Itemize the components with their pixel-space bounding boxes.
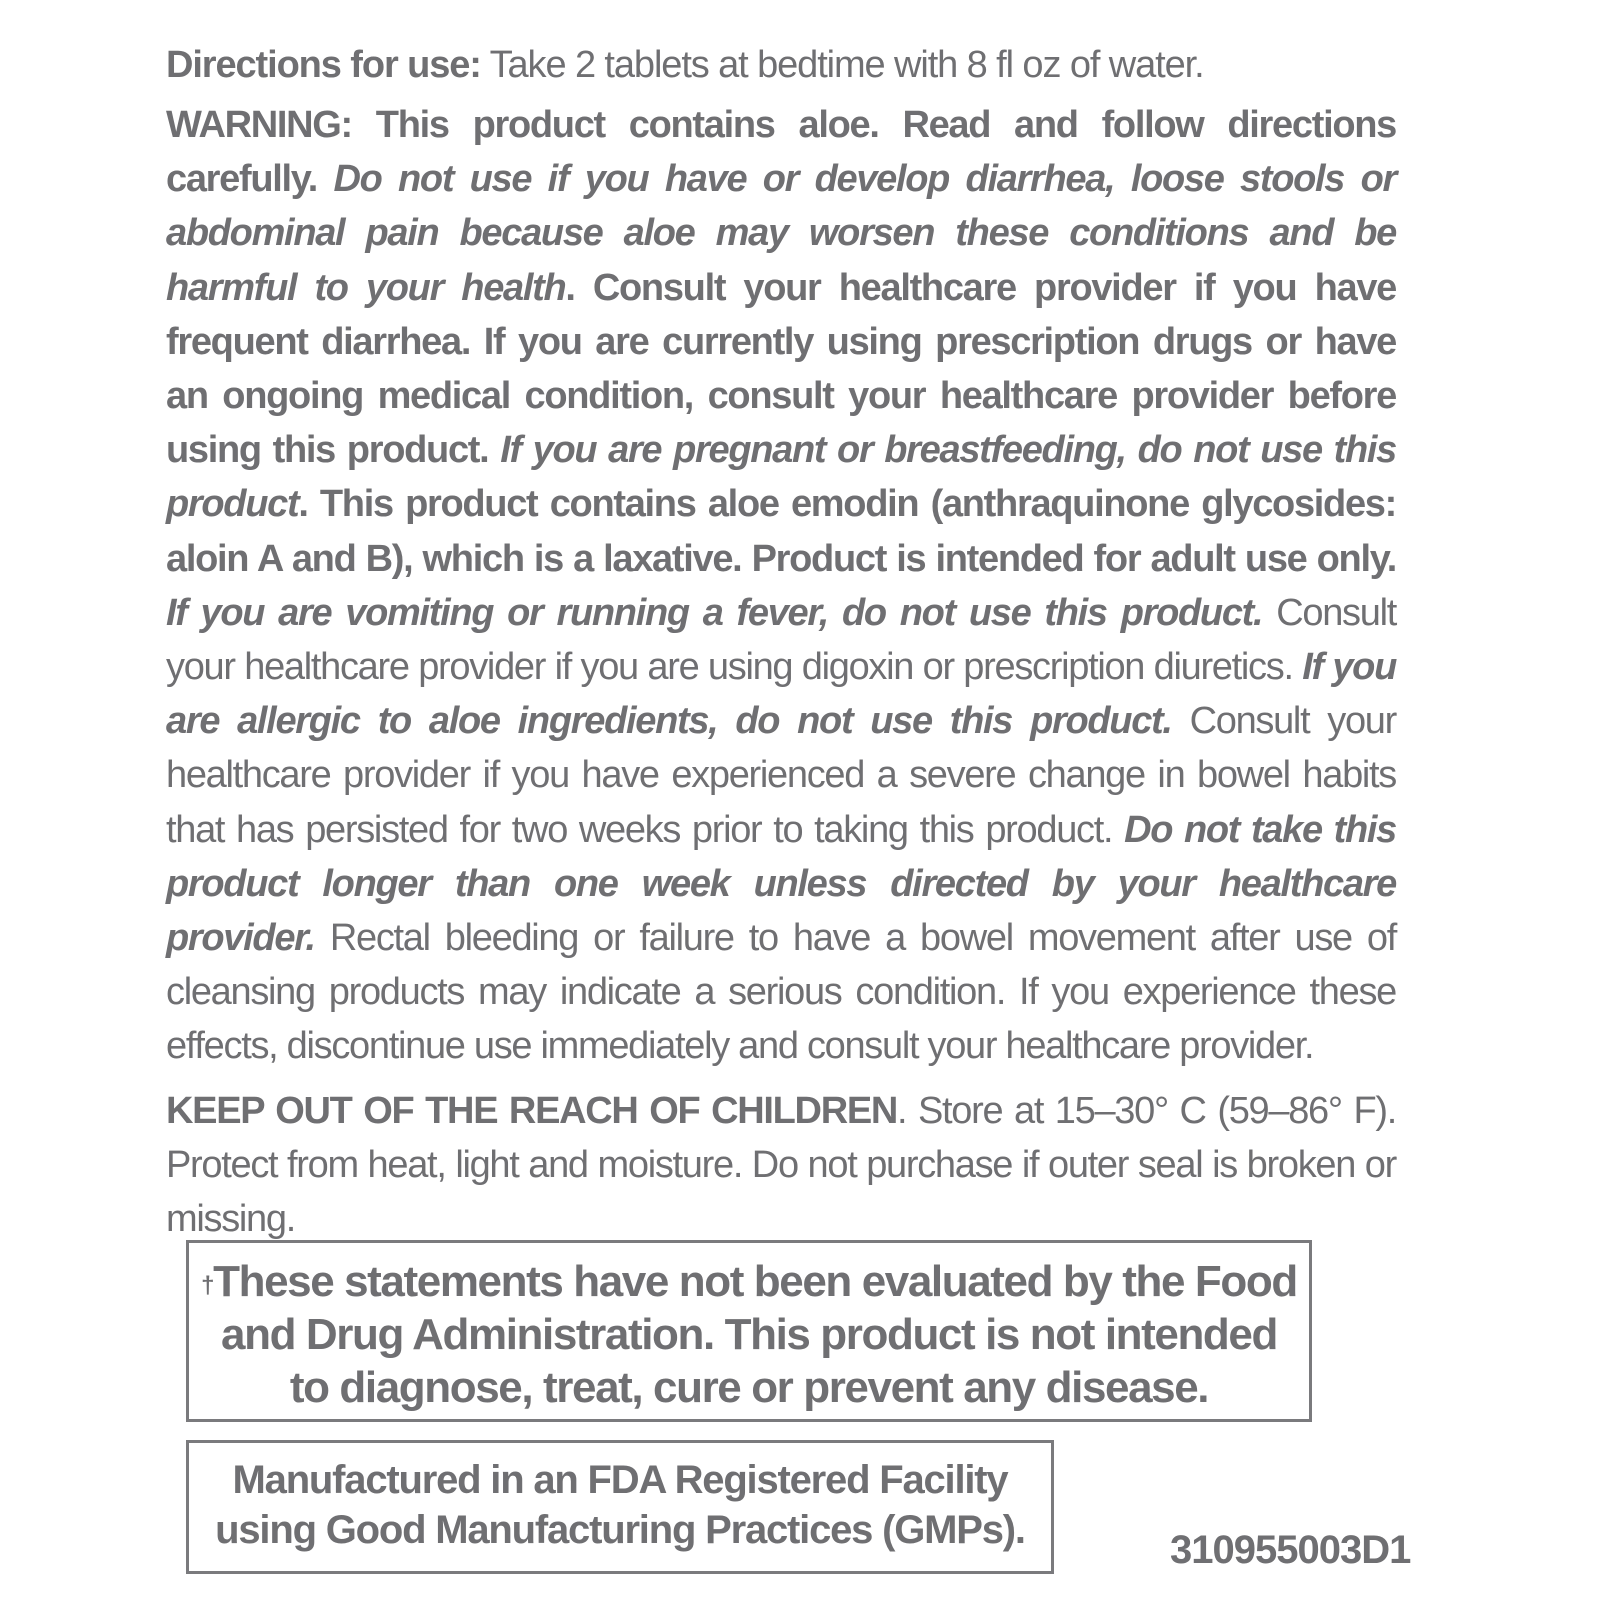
fda-disclaimer-line-1-text: These statements have not been evaluated by the Food [213, 1257, 1297, 1306]
keep-out-of-reach-heading: KEEP OUT OF THE REACH OF CHILDREN [166, 1089, 898, 1132]
warning-consult-text: . Consult your healthcare provider if you have frequent diarrhea. If you are currently using prescription drugs or have an ongoing medical condition, consult your healthcare provider before using this product. [166, 266, 1396, 472]
directions-text: Take 2 tablets at bedtime with 8 fl oz of water. [480, 44, 1204, 86]
warning-bleeding-text: Rectal bleeding or failure to have a bowel movement after use of cleansing products may indicate a serious condition. If you experience these effects, discontinue use immediately and consult your healthcare provider. [166, 917, 1396, 1068]
warning-heading: WARNING: This product contains aloe. Read and follow directions carefully. [166, 104, 1396, 201]
dagger-symbol: † [201, 1272, 214, 1299]
warning-duration-caution: Do not take this product longer than one week unless directed by your healthcare provider. [166, 808, 1396, 960]
product-code: 310955003D1 [1170, 1528, 1411, 1572]
fda-disclaimer-line-1 [189, 1255, 1309, 1308]
fda-disclaimer-line-2: and Drug Administration. This product is not intended [221, 1310, 1277, 1359]
warning-fever-caution: If you are vomiting or running a fever, do not use this product. [166, 591, 1263, 634]
fda-disclaimer-box [186, 1240, 1312, 1422]
storage-paragraph [166, 1084, 1396, 1246]
gmp-line-1: Manufactured in an FDA Registered Facility [232, 1458, 1008, 1502]
warning-allergy-caution: If you are allergic to aloe ingredients, do not use this product. [166, 646, 1396, 743]
warning-pregnancy-caution: If you are pregnant or breastfeeding, do not use this product [166, 429, 1396, 526]
directions-label: Directions for use: [166, 44, 481, 86]
gmp-line-2: using Good Manufacturing Practices (GMPs). [215, 1508, 1025, 1552]
label-text-area [166, 38, 1396, 1246]
warning-emodin-text: . This product contains aloe emodin (anthraquinone glycosides: aloin A and B), which is a laxative. Product is intended for adult use only. [166, 483, 1396, 580]
warning-digoxin-text: Consult your healthcare provider if you are using digoxin or prescription diuretics. [166, 591, 1396, 689]
warning-diarrhea-caution: Do not use if you have or develop diarrhea, loose stools or abdominal pain because aloe may worsen these conditions and be harmful to your health [166, 158, 1396, 309]
fda-disclaimer-line-3: to diagnose, treat, cure or prevent any disease. [289, 1363, 1209, 1412]
directions-paragraph [166, 38, 1396, 92]
warning-paragraph [166, 98, 1396, 1074]
warning-bowel-text: Consult your healthcare provider if you have experienced a severe change in bowel habits that has persisted for two weeks prior to taking this product. [166, 700, 1396, 851]
gmp-box [186, 1440, 1054, 1574]
storage-text: . Store at 15–30° C (59–86° F). Protect from heat, light and moisture. Do not purchase if outer seal is broken or missing. [166, 1089, 1396, 1240]
